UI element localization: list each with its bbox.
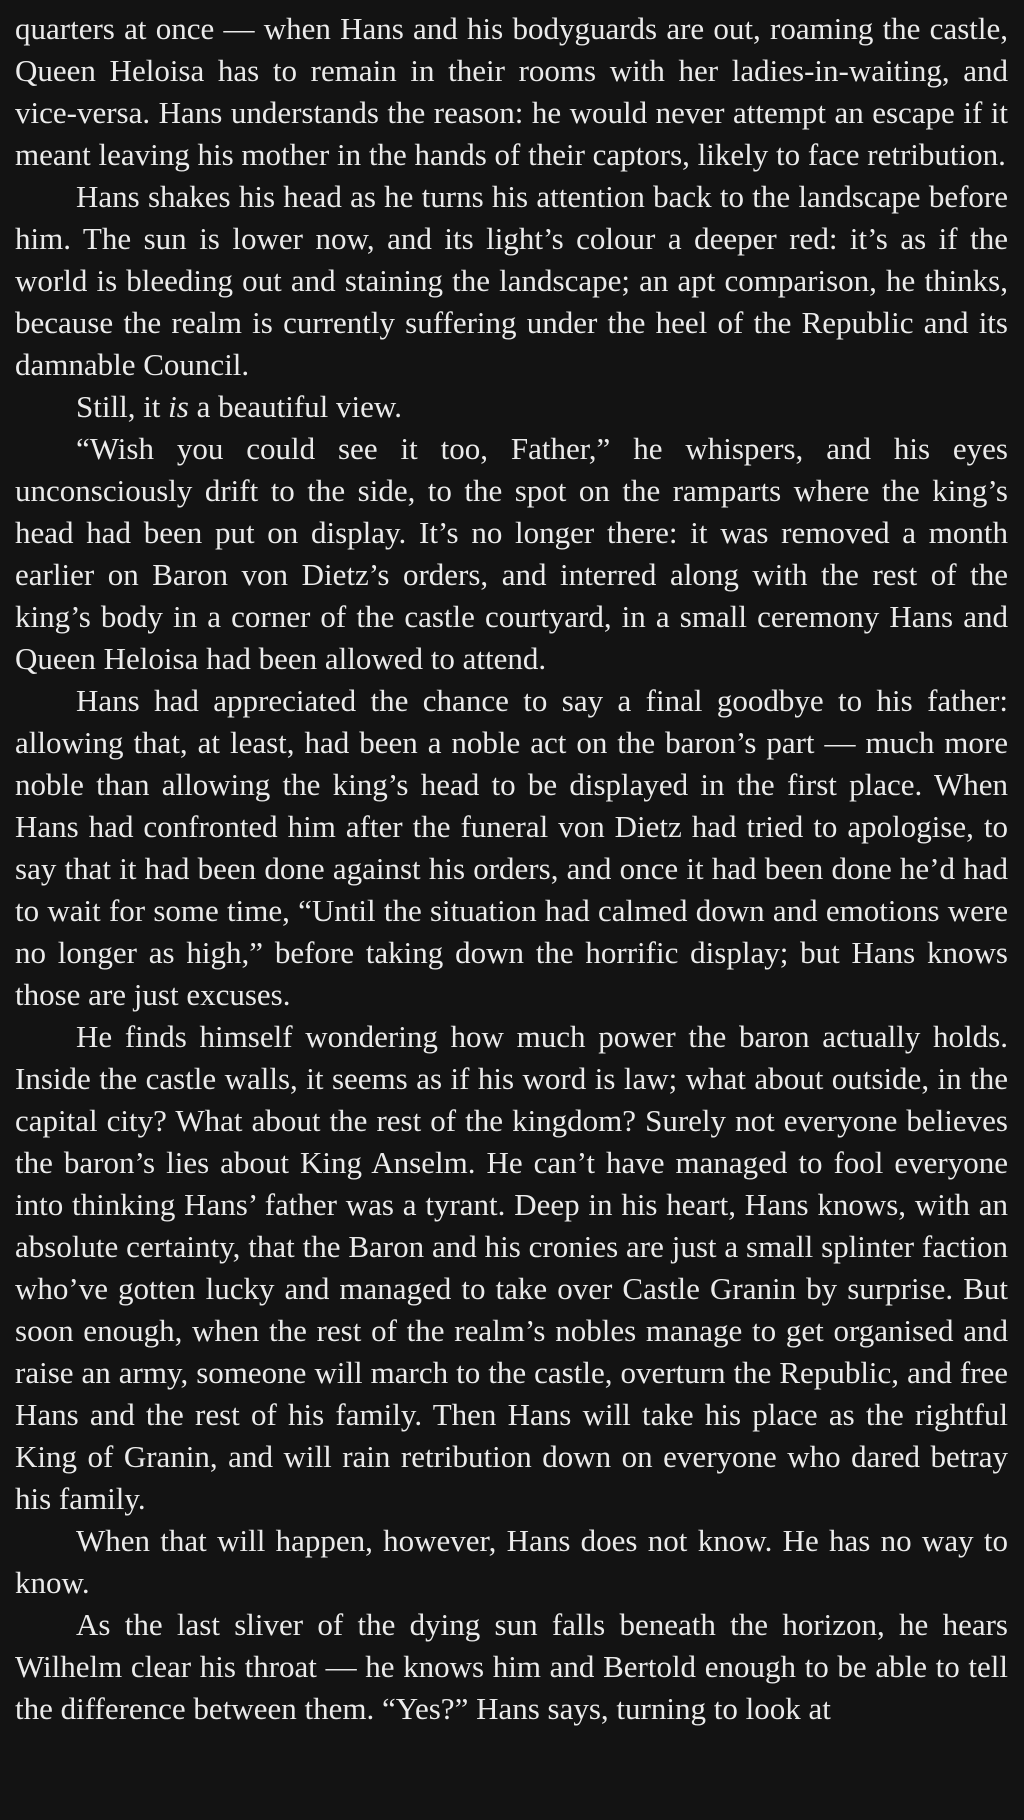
paragraph — [15, 680, 1008, 1016]
paragraph-text: Hans shakes his head as he turns his attention back to the landscape before him. The sun is lower now, and its light’s colour a deeper red: it’s as if the world is bleeding out and staining the landscape; an apt comparison, he thinks, because the realm is currently suffering under the heel of the Republic and its damnable Council. — [15, 179, 1008, 382]
paragraph-text: He finds himself wondering how much power the baron actually holds. Inside the castle walls, it seems as if his word is law; what about outside, in the capital city? What about the rest of the kingdom? Surely not everyone believes the baron’s lies about King Anselm. He can’t have managed to fool everyone into thinking Hans’ father was a tyrant. Deep in his heart, Hans knows, with an absolute certainty, that the Baron and his cronies are just a small splinter faction who’ve gotten lucky and managed to take over Castle Granin by surprise. But soon enough, when the rest of the realm’s nobles manage to get organised and raise an army, someone will march to the castle, overturn the Republic, and free Hans and the rest of his family. Then Hans will take his place as the rightful King of Granin, and will rain retribution down on everyone who dared betray his family. — [15, 1019, 1008, 1516]
paragraph-text: Hans had appreciated the chance to say a final goodbye to his father: allowing that, at least, had been a noble act on the baron’s part — much more noble than allowing the king’s head to be displayed in the first place. When Hans had confronted him after the funeral von Dietz had tried to apologise, to say that it had been done against his orders, and once it had been done he’d had to wait for some time, “Until the situation had calmed down and emotions were no longer as high,” before taking down the horrific display; but Hans knows those are just excuses. — [15, 683, 1008, 1012]
paragraph — [15, 386, 1008, 428]
paragraph-text: quarters at once — when Hans and his bodyguards are out, roaming the castle, Queen Heloisa has to remain in their rooms with her ladies-in-waiting, and vice-versa. Hans understands the reason: he would never attempt an escape if it meant leaving his mother in the hands of their captors, likely to face retribution. — [15, 11, 1008, 172]
paragraph — [15, 428, 1008, 680]
paragraph-text: When that will happen, however, Hans does not know. He has no way to know. — [15, 1523, 1008, 1600]
paragraph — [15, 176, 1008, 386]
paragraph-text: a beautiful view. — [188, 389, 403, 424]
paragraph — [15, 8, 1008, 176]
book-page-text — [15, 0, 1008, 1730]
paragraph-text: “Wish you could see it too, Father,” he whispers, and his eyes unconsciously drift to the side, to the spot on the ramparts where the king’s head had been put on display. It’s no longer there: it was removed a month earlier on Baron von Dietz’s orders, and interred along with the rest of the king’s body in a corner of the castle courtyard, in a small ceremony Hans and Queen Heloisa had been allowed to attend. — [15, 431, 1008, 676]
paragraph-text: Still, it — [76, 389, 169, 424]
emphasized-text: is — [168, 389, 189, 424]
paragraph — [15, 1604, 1008, 1730]
paragraph-text: As the last sliver of the dying sun falls beneath the horizon, he hears Wilhelm clear his throat — he knows him and Bertold enough to be able to tell the difference between them. “Yes?” Hans says, turning to look at — [15, 1607, 1008, 1726]
paragraph — [15, 1520, 1008, 1604]
paragraph — [15, 1016, 1008, 1520]
